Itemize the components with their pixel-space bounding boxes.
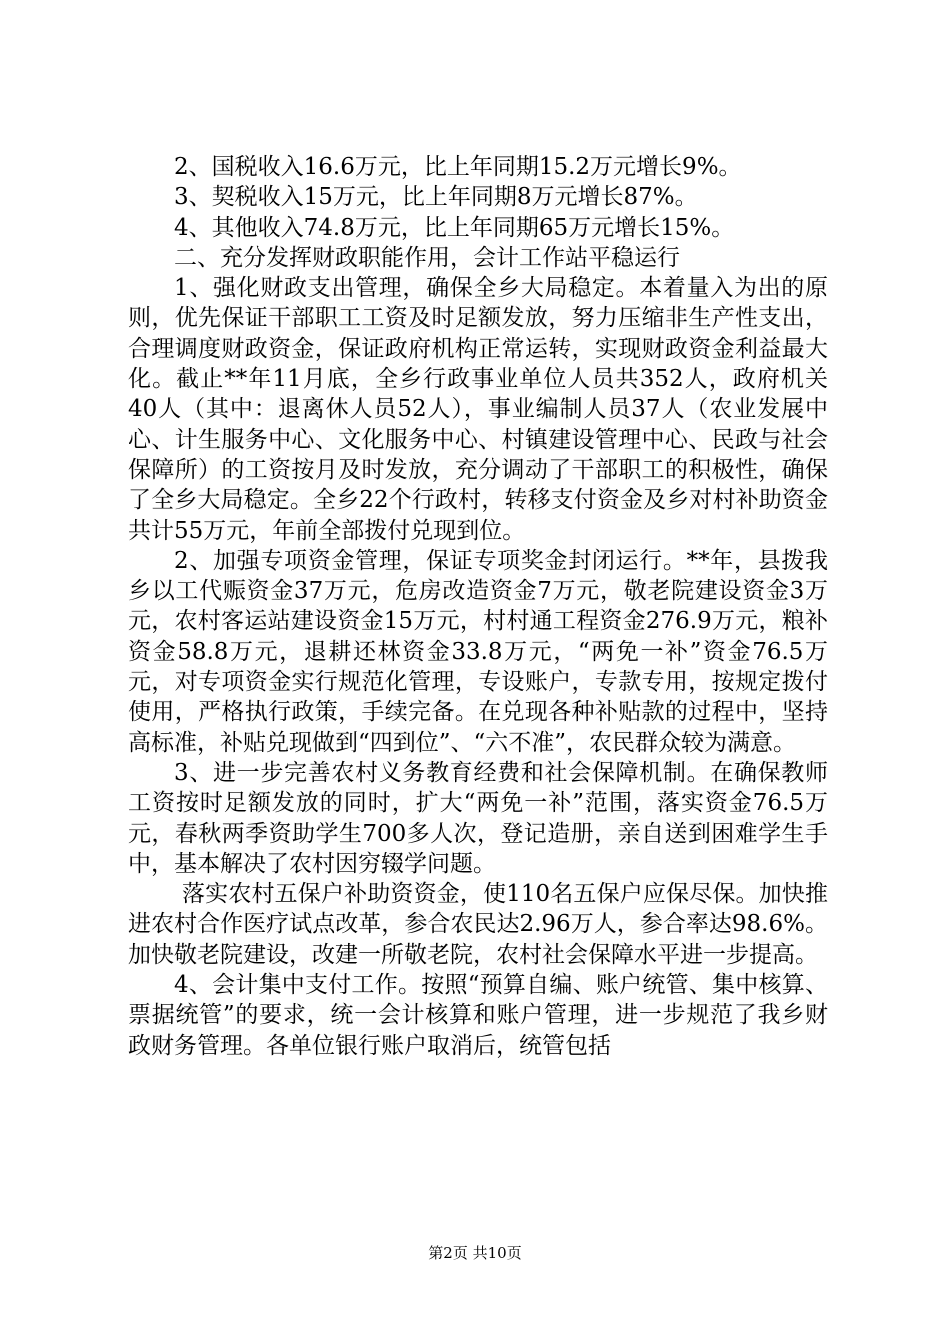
- paragraph-centralized-payment: 4、会计集中支付工作。按照“预算自编、账户统管、集中核算、票据统管”的要求，统一会计核算和账户管理，进一步规范了我乡财政财务管理。各单位银行账户取消后，统管包括: [128, 972, 828, 1059]
- paragraph-education-funds: 3、进一步完善农村义务教育经费和社会保障机制。在确保教师工资按时足额发放的同时，扩大“两免一补”范围，落实资金76.5万元，春秋两季资助学生700多人次，登记造册，亲自送到困难学生手中，基本解决了农村因穷辍学问题。: [128, 759, 828, 877]
- paragraph-deed-tax: 3、契税收入15万元，比上年同期8万元增长87%。: [174, 184, 698, 211]
- paragraph-special-funds: 2、加强专项资金管理，保证专项奖金封闭运行。**年，县拨我乡以工代赈资金37万元，危房改造资金7万元，敬老院建设资金3万元，农村客运站建设资金15万元，村村通工程资金276.9万元，粮补资金58.8万元，退耕还林资金33.8万元，“两免一补”资金76.5万元，对专项资金实行规范化管理，专设账户，专款专用，按规定拨付使用，严格执行政策，手续完备。在兑现各种补贴款的过程中，坚持高标准，补贴兑现做到“四到位”、“六不准”，农民群众较为满意。: [128, 547, 828, 756]
- section-heading-two: 二、充分发挥财政职能作用，会计工作站平稳运行: [174, 244, 680, 271]
- paragraph-expenditure-management: 1、强化财政支出管理，确保全乡大局稳定。本着量入为出的原则，优先保证干部职工工资及时足额发放，努力压缩非生产性支出，合理调度财政资金，保证政府机构正常运转，实现财政资金利益最大化。截止**年11月底，全乡行政事业单位人员共352人，政府机关40人（其中：退离休人员52人），事业编制人员37人（农业发展中心、计生服务中心、文化服务中心、村镇建设管理中心、民政与社会保障所）的工资按月及时发放，充分调动了干部职工的积极性，确保了全乡大局稳定。全乡22个行政村，转移支付资金及乡对村补助资金共计55万元，年前全部拨付兑现到位。: [128, 275, 828, 544]
- paragraph-five-guarantee: 落实农村五保户补助资资金，使110名五保户应保尽保。加快推进农村合作医疗试点改革，参合农民达2.96万人，参合率达98.6%。加快敬老院建设，改建一所敬老院，农村社会保障水平进一步提高。: [128, 881, 828, 968]
- page-number-footer: 第2页 共10页: [428, 1244, 522, 1262]
- document-body: [128, 152, 828, 1061]
- paragraph-national-tax: 2、国税收入16.6万元，比上年同期15.2万元增长9%。: [174, 154, 742, 180]
- paragraph-other-income: 4、其他收入74.8万元，比上年同期65万元增长15%。: [174, 214, 735, 241]
